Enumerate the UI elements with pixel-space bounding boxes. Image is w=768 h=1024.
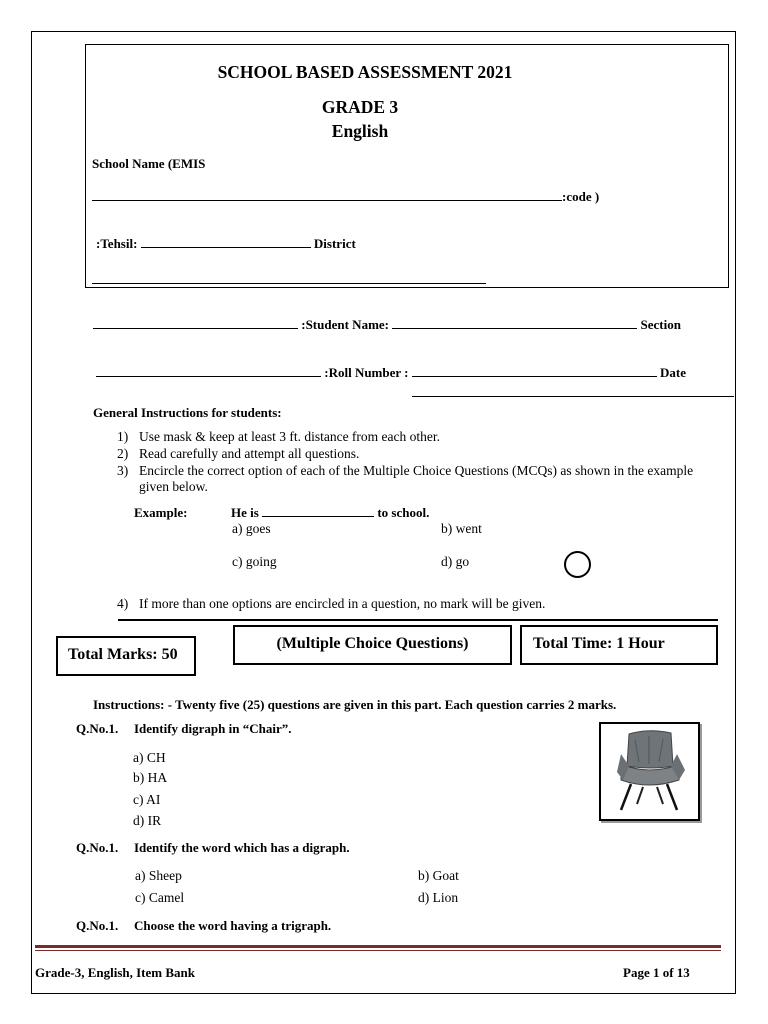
subject-title: English [331, 121, 389, 141]
example-option-c: c) going [232, 554, 277, 569]
footer-rule-thin [35, 950, 721, 951]
question-number: Q.No.1. [76, 721, 119, 736]
roll-number-row: :Roll Number : Date [96, 365, 686, 381]
example-label: Example: [134, 505, 188, 520]
footer-rule [35, 945, 721, 948]
option-b[interactable]: b) Goat [418, 868, 459, 883]
tehsil-row: :Tehsil: District [96, 236, 356, 251]
assessment-title: SCHOOL BASED ASSESSMENT 2021 [217, 62, 513, 82]
instruction-item: Encircle the correct option of each of the Multiple Choice Questions (MCQs) as shown in the example given below. [139, 463, 694, 494]
option-b[interactable]: b) HA [133, 770, 168, 785]
instructions-heading: General Instructions for students: [93, 405, 282, 420]
example-option-a: a) goes [232, 521, 271, 536]
roll-number-line[interactable] [412, 365, 657, 377]
question-text: Identify digraph in “Chair”. [134, 721, 292, 736]
option-a[interactable]: a) Sheep [135, 868, 182, 883]
question-text: Choose the word having a trigraph. [134, 918, 332, 933]
divider [412, 396, 734, 397]
instruction-item: Read carefully and attempt all questions. [139, 446, 360, 461]
date-line[interactable] [96, 365, 321, 377]
question-number: Q.No.1. [76, 918, 119, 933]
instruction-item: Use mask & keep at least 3 ft. distance from each other. [139, 429, 441, 444]
chair-icon [601, 724, 698, 819]
option-d[interactable]: d) Lion [418, 890, 459, 905]
footer-left: Grade-3, English, Item Bank [35, 965, 195, 980]
question-text: Identify the word which has a digraph. [134, 840, 350, 855]
instruction-item-4: If more than one options are encircled in a question, no mark will be given. [139, 596, 546, 611]
section-line[interactable] [93, 317, 298, 329]
instruction-num-4: 4) [117, 596, 129, 611]
instruction-num-2: 2) [117, 446, 129, 461]
mcq-box: (Multiple Choice Questions) [233, 625, 512, 665]
code-row: :code ) [92, 189, 599, 205]
page-number: Page 1 of 13 [623, 965, 690, 980]
question-number: Q.No.1. [76, 840, 119, 855]
grade-title: GRADE 3 [321, 97, 399, 117]
tehsil-line[interactable] [141, 236, 311, 248]
chair-image [599, 722, 700, 821]
total-marks-box: Total Marks: 50 [56, 636, 196, 676]
option-a[interactable]: a) CH [133, 750, 166, 765]
instruction-num-1: 1) [117, 429, 129, 444]
encircle-example-icon [564, 551, 591, 578]
option-d[interactable]: d) IR [133, 813, 162, 828]
section-divider [118, 619, 718, 621]
student-name-line[interactable] [392, 317, 637, 329]
school-name-line[interactable] [92, 189, 562, 201]
school-name-label: School Name (EMIS [92, 156, 206, 171]
example-option-d: d) go [441, 554, 470, 569]
option-c[interactable]: c) Camel [135, 890, 185, 905]
student-name-row: :Student Name: Section [93, 317, 681, 333]
district-line[interactable] [92, 283, 486, 284]
instruction-num-3: 3) [117, 463, 129, 478]
example-sentence: He is to school. [231, 505, 430, 520]
total-time-box: Total Time: 1 Hour [520, 625, 718, 665]
option-c[interactable]: c) AI [133, 792, 161, 807]
example-option-b: b) went [441, 521, 482, 536]
part-instructions: Instructions: - Twenty five (25) questions are given in this part. Each question carries 2 marks. [93, 697, 617, 712]
